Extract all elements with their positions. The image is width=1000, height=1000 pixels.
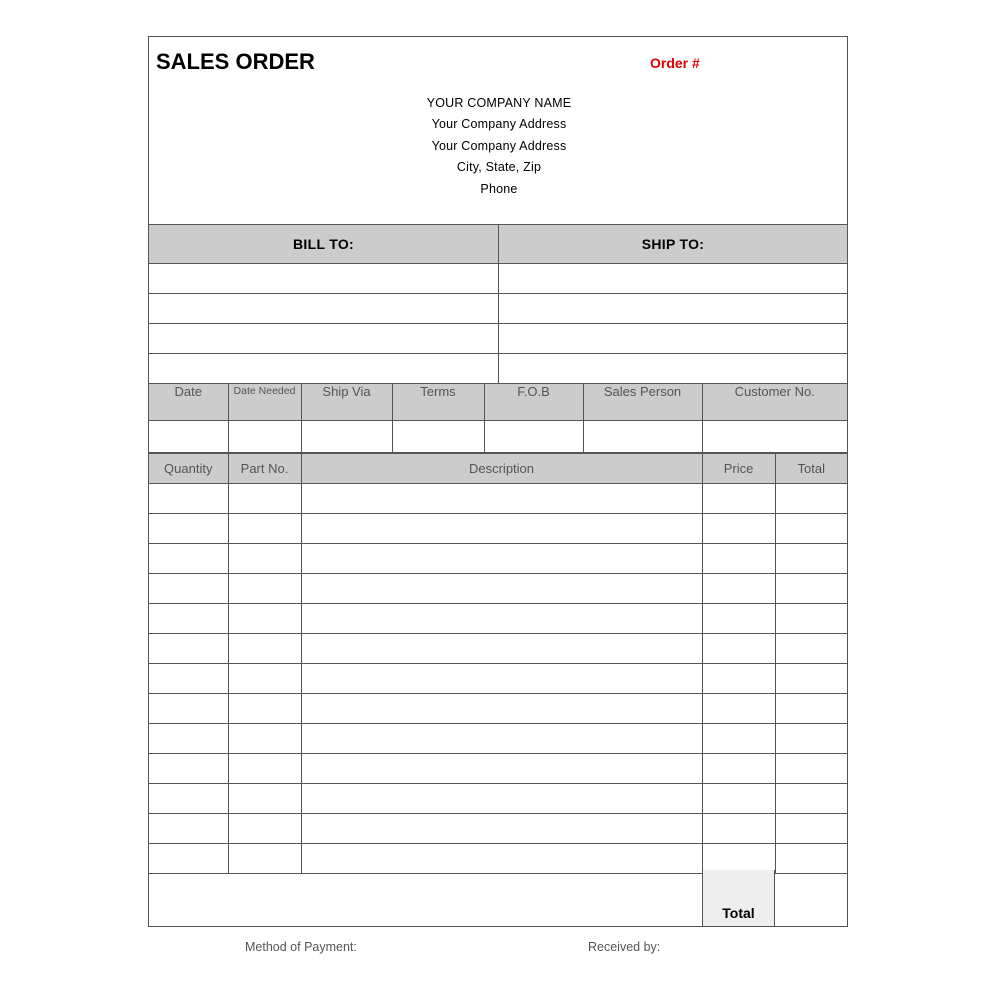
order-info-table (149, 383, 847, 453)
table-row (149, 544, 847, 574)
col-date: Date (149, 384, 228, 421)
method-of-payment-label: Method of Payment: (245, 940, 357, 954)
received-by-label: Received by: (588, 940, 661, 954)
quantity-cell[interactable] (149, 484, 228, 514)
line-total-cell[interactable] (775, 784, 847, 814)
description-cell[interactable] (301, 574, 702, 604)
part-no-cell[interactable] (228, 574, 301, 604)
quantity-cell[interactable] (149, 754, 228, 784)
quantity-cell[interactable] (149, 844, 228, 874)
description-cell[interactable] (301, 544, 702, 574)
company-address-2: Your Company Address (431, 138, 567, 153)
description-cell[interactable] (301, 754, 702, 784)
col-price: Price (702, 454, 775, 484)
part-no-cell[interactable] (228, 814, 301, 844)
ship-to-label: SHIP TO: (641, 236, 705, 252)
quantity-cell[interactable] (149, 724, 228, 754)
part-no-cell[interactable] (228, 604, 301, 634)
line-total-cell[interactable] (775, 724, 847, 754)
ship-via-field[interactable] (301, 421, 392, 453)
quantity-cell[interactable] (149, 814, 228, 844)
total-label-cell (702, 870, 775, 926)
line-items-table (149, 453, 847, 874)
part-no-cell[interactable] (228, 724, 301, 754)
price-cell[interactable] (702, 514, 775, 544)
price-cell[interactable] (702, 724, 775, 754)
table-row (149, 634, 847, 664)
price-cell[interactable] (702, 814, 775, 844)
part-no-cell[interactable] (228, 484, 301, 514)
part-no-cell[interactable] (228, 694, 301, 724)
description-cell[interactable] (301, 664, 702, 694)
address-line (149, 323, 847, 324)
part-no-cell[interactable] (228, 754, 301, 784)
table-row (149, 514, 847, 544)
description-cell[interactable] (301, 784, 702, 814)
col-ship-via: Ship Via (301, 384, 392, 421)
total-label: Total (722, 905, 755, 921)
table-row (149, 814, 847, 844)
description-cell[interactable] (301, 814, 702, 844)
date-field[interactable] (149, 421, 228, 453)
price-cell[interactable] (702, 634, 775, 664)
col-part-no: Part No. (228, 454, 301, 484)
table-row (149, 664, 847, 694)
line-total-cell[interactable] (775, 634, 847, 664)
line-total-cell[interactable] (775, 604, 847, 634)
quantity-cell[interactable] (149, 604, 228, 634)
company-phone: Phone (480, 181, 518, 196)
grand-total-field[interactable] (776, 870, 847, 926)
part-no-cell[interactable] (228, 634, 301, 664)
quantity-cell[interactable] (149, 544, 228, 574)
table-row (149, 694, 847, 724)
line-total-cell[interactable] (775, 844, 847, 874)
description-cell[interactable] (301, 724, 702, 754)
company-info (349, 93, 649, 200)
part-no-cell[interactable] (228, 514, 301, 544)
sales-person-field[interactable] (583, 421, 702, 453)
order-number-label: Order # (650, 55, 700, 71)
company-city-state-zip: City, State, Zip (456, 160, 542, 175)
price-cell[interactable] (702, 484, 775, 514)
quantity-cell[interactable] (149, 694, 228, 724)
date-needed-field[interactable] (228, 421, 301, 453)
table-row (149, 574, 847, 604)
line-total-cell[interactable] (775, 544, 847, 574)
line-total-cell[interactable] (775, 664, 847, 694)
price-cell[interactable] (702, 544, 775, 574)
price-cell[interactable] (702, 604, 775, 634)
totals-footer (149, 870, 847, 927)
address-divider (498, 224, 499, 384)
line-total-cell[interactable] (775, 574, 847, 604)
part-no-cell[interactable] (228, 784, 301, 814)
fob-field[interactable] (484, 421, 583, 453)
col-customer-no: Customer No. (702, 384, 847, 421)
quantity-cell[interactable] (149, 664, 228, 694)
terms-field[interactable] (392, 421, 484, 453)
table-row (149, 604, 847, 634)
price-cell[interactable] (702, 844, 775, 874)
price-cell[interactable] (702, 784, 775, 814)
description-cell[interactable] (301, 604, 702, 634)
table-row (149, 784, 847, 814)
description-cell[interactable] (301, 844, 702, 874)
col-quantity: Quantity (149, 454, 228, 484)
price-cell[interactable] (702, 694, 775, 724)
quantity-cell[interactable] (149, 514, 228, 544)
line-total-cell[interactable] (775, 514, 847, 544)
line-total-cell[interactable] (775, 814, 847, 844)
page-title: SALES ORDER (156, 49, 315, 74)
price-cell[interactable] (702, 754, 775, 784)
col-total: Total (775, 454, 847, 484)
description-cell[interactable] (301, 634, 702, 664)
company-name: YOUR COMPANY NAME (426, 96, 572, 110)
description-cell[interactable] (301, 484, 702, 514)
description-cell[interactable] (301, 694, 702, 724)
company-address-1: Your Company Address (431, 117, 567, 132)
price-cell[interactable] (702, 574, 775, 604)
quantity-cell[interactable] (149, 634, 228, 664)
part-no-cell[interactable] (228, 544, 301, 574)
col-description: Description (301, 454, 702, 484)
col-terms: Terms (392, 384, 484, 421)
line-total-cell[interactable] (775, 484, 847, 514)
quantity-cell[interactable] (149, 574, 228, 604)
table-row (149, 724, 847, 754)
part-no-cell[interactable] (228, 664, 301, 694)
address-line (149, 293, 847, 294)
line-total-cell[interactable] (775, 754, 847, 784)
col-fob: F.O.B (484, 384, 583, 421)
table-row (149, 844, 847, 874)
address-line (149, 353, 847, 354)
description-cell[interactable] (301, 514, 702, 544)
sales-order-form (148, 36, 848, 927)
bill-to-label: BILL TO: (293, 236, 354, 252)
table-row (149, 484, 847, 514)
part-no-cell[interactable] (228, 844, 301, 874)
quantity-cell[interactable] (149, 784, 228, 814)
price-cell[interactable] (702, 664, 775, 694)
col-sales-person: Sales Person (583, 384, 702, 421)
col-date-needed: Date Needed (228, 384, 301, 421)
customer-no-field[interactable] (702, 421, 847, 453)
line-total-cell[interactable] (775, 694, 847, 724)
table-row (149, 754, 847, 784)
